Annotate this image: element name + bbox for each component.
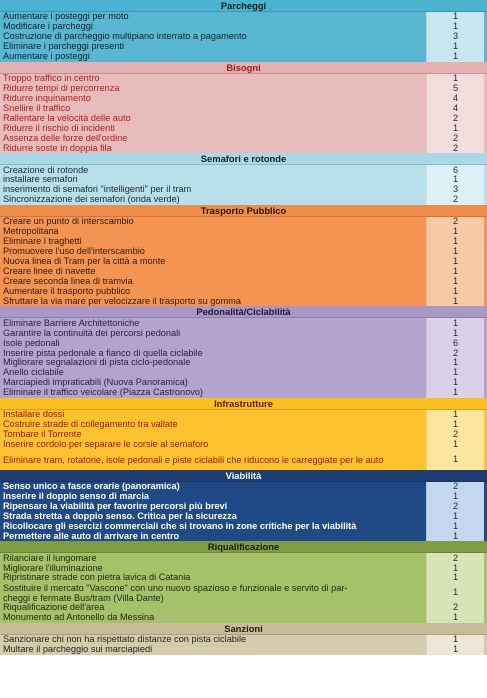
row-count: 4 xyxy=(426,104,484,114)
section-bisogni xyxy=(0,62,487,154)
row-count: 1 xyxy=(426,318,484,328)
row-text: Inserire pista pedonale a fianco di quella ciclabile xyxy=(3,348,203,358)
row-text: Ricollocare gli esercizi commerciali che si trovano in zone critiche per la viabilità xyxy=(3,521,357,531)
table-row xyxy=(0,22,487,32)
section-header: Bisogni xyxy=(0,62,487,74)
row-count: 1 xyxy=(426,277,484,287)
row-count: 1 xyxy=(426,645,484,655)
row-text: Isole pedonali xyxy=(3,338,60,348)
row-text: Ridurre inquinamento xyxy=(3,93,91,103)
row-count: 1 xyxy=(426,613,484,623)
row-text: Promuovere l'uso dell'interscambio xyxy=(3,246,145,257)
table-row xyxy=(0,645,487,655)
table-row xyxy=(0,492,487,502)
section-header: Viabilità xyxy=(0,470,487,482)
table-row xyxy=(0,84,487,94)
row-text: Aumentare i posteggi xyxy=(3,51,90,62)
table-row xyxy=(0,511,487,521)
table-row xyxy=(0,123,487,133)
row-text: Ripensare la viabilità per favorire percorsi più brevi xyxy=(3,501,228,511)
row-text: Eliminare tram, rotatorie, isole pedonali e piste ciclabili che riducono le carreggiate per le auto xyxy=(3,454,384,465)
row-count: 1 xyxy=(426,227,484,237)
row-count: 1 xyxy=(426,237,484,247)
row-text: Creare linee di navette xyxy=(3,266,96,276)
table-row xyxy=(0,521,487,531)
row-text: Eliminare i traghetti xyxy=(3,236,82,247)
row-count: 1 xyxy=(426,440,484,450)
row-count: 1 xyxy=(426,257,484,267)
row-count: 2 xyxy=(426,133,484,143)
row-count: 1 xyxy=(426,420,484,430)
section-header: Semafori e rotonde xyxy=(0,153,487,165)
table-row xyxy=(0,328,487,338)
row-count: 1 xyxy=(426,175,484,185)
table-row xyxy=(0,247,487,257)
row-text: Ridurre il rischio di incidenti xyxy=(3,123,115,133)
row-text: Inserire cordolo per separare le corsie al semaforo xyxy=(3,439,209,450)
row-text: Nuova linea di Tram per la città a monte xyxy=(3,256,166,267)
row-text: Marciapiedi impraticabili (Nuova Panoramica) xyxy=(3,378,188,388)
table-row xyxy=(0,296,487,306)
row-text: Ridurre tempi di percorrenza xyxy=(3,83,120,93)
row-text: Migliorare l'illuminazione xyxy=(3,563,103,573)
row-count: 1 xyxy=(426,378,484,388)
row-count: 2 xyxy=(426,143,484,153)
row-text: Sanzionare chi non ha rispettato distanze con pista ciclabile xyxy=(3,634,247,645)
row-count: 1 xyxy=(426,287,484,297)
row-count: 1 xyxy=(426,511,484,521)
row-text: Riqualificazione dell'area xyxy=(3,603,105,613)
row-count: 4 xyxy=(426,94,484,104)
table-row xyxy=(0,318,487,328)
table-row xyxy=(0,143,487,153)
row-count: 1 xyxy=(426,563,484,573)
table-row xyxy=(0,440,487,450)
row-count: 2 xyxy=(426,430,484,440)
table-row xyxy=(0,42,487,52)
row-text: Multare il parcheggio sui marciapiedi xyxy=(3,644,153,655)
table-row xyxy=(0,113,487,123)
row-text: Eliminare il traffico veicolare (Piazza Castronovo) xyxy=(3,387,203,398)
table-row xyxy=(0,133,487,143)
table-row xyxy=(0,358,487,368)
table-row xyxy=(0,603,487,613)
row-count: 2 xyxy=(426,348,484,358)
table-row xyxy=(0,388,487,398)
row-text: Monumento ad Antonello da Messina xyxy=(3,613,155,623)
table-row xyxy=(0,267,487,277)
row-count: 6 xyxy=(426,165,484,175)
table-row xyxy=(0,277,487,287)
row-text: inserimento di semafori "intelligenti" per il tram xyxy=(3,185,192,195)
table-row xyxy=(0,420,487,430)
row-text: Rallentare la velocità delle auto xyxy=(3,113,131,123)
section-header: Parcheggi xyxy=(0,0,487,12)
row-text: Costruire strade di collegamento tra vallate xyxy=(3,419,178,430)
row-text: Creare un punto di interscambio xyxy=(3,216,134,227)
row-text: Creare seconda linea di tramvia xyxy=(3,276,133,286)
table-row xyxy=(0,32,487,42)
table-row xyxy=(0,613,487,623)
row-text: Senso unico a fasce orarie (panoramica) xyxy=(3,481,180,491)
row-text: Garantire la continuità dei percorsi pedonali xyxy=(3,328,181,338)
row-count: 1 xyxy=(426,521,484,531)
row-count: 1 xyxy=(426,22,484,32)
row-text: Troppo traffico in centro xyxy=(3,73,100,84)
row-text: Tombare il Torrente xyxy=(3,429,82,440)
row-text: Costruzione di parcheggio multipiano interrato a pagamento xyxy=(3,31,247,42)
row-text: Modificare i parcheggi xyxy=(3,21,93,32)
table-row xyxy=(0,531,487,541)
row-count: 6 xyxy=(426,338,484,348)
row-count: 1 xyxy=(426,296,484,306)
table-row xyxy=(0,195,487,205)
row-count: 2 xyxy=(426,603,484,613)
row-count: 1 xyxy=(426,267,484,277)
table-row xyxy=(0,165,487,175)
section-semafori-e-rotonde xyxy=(0,153,487,205)
row-text: Sostituire il mercato "Vascone" con uno nuovo spazioso e funzionale e servito di par- cheggi e fermate Bus/tram (Villa Dante) xyxy=(3,583,348,604)
row-count: 1 xyxy=(426,388,484,398)
table-row xyxy=(0,237,487,247)
table-row xyxy=(0,502,487,512)
table-row xyxy=(0,74,487,84)
row-count: 1 xyxy=(426,74,484,84)
section-header: Pedonalità/Ciclabilità xyxy=(0,306,487,318)
section-pedonalit-ciclabilit xyxy=(0,306,487,398)
table-row xyxy=(0,257,487,267)
row-count: 1 xyxy=(426,247,484,257)
table-row xyxy=(0,430,487,440)
row-count: 2 xyxy=(426,502,484,512)
row-text: Sincronizzazione dei semafori (onda verde) xyxy=(3,195,180,205)
row-count: 5 xyxy=(426,84,484,94)
row-count: 1 xyxy=(426,123,484,133)
table-row xyxy=(0,378,487,388)
table-row xyxy=(0,450,487,470)
row-count: 1 xyxy=(426,328,484,338)
section-header: Riqualificazione xyxy=(0,541,487,553)
table-row xyxy=(0,338,487,348)
row-text: Rilanciare il lungomare xyxy=(3,553,97,563)
table-row xyxy=(0,227,487,237)
section-viabilit xyxy=(0,470,487,542)
row-count: 1 xyxy=(426,410,484,420)
table-row xyxy=(0,563,487,573)
row-text: Metropolitana xyxy=(3,226,59,237)
row-text: Installare dossi xyxy=(3,409,65,420)
table-row xyxy=(0,583,487,603)
table-row xyxy=(0,553,487,563)
row-count: 2 xyxy=(426,553,484,563)
row-text: Sfruttare la via mare per velocizzare il trasporto su gomma xyxy=(3,296,241,306)
row-text: Anello ciclabile xyxy=(3,368,64,378)
row-text: Assenza delle forze dell'ordine xyxy=(3,133,128,143)
row-count: 1 xyxy=(426,531,484,541)
row-count: 3 xyxy=(426,185,484,195)
row-count: 1 xyxy=(426,368,484,378)
section-infrastrutture xyxy=(0,398,487,470)
row-text: Strada stretta a doppio senso. Critica per la sicurezza xyxy=(3,511,237,521)
row-count: 1 xyxy=(426,450,484,470)
table-row xyxy=(0,348,487,358)
table-row xyxy=(0,217,487,227)
row-count: 2 xyxy=(426,217,484,227)
row-count: 1 xyxy=(426,358,484,368)
section-header: Trasporto Pubblico xyxy=(0,205,487,217)
row-text: Aumentare il trasporto pubblico xyxy=(3,286,131,296)
table-row xyxy=(0,94,487,104)
row-count: 3 xyxy=(426,32,484,42)
row-text: installare semafori xyxy=(3,175,78,185)
table-row xyxy=(0,573,487,583)
table-row xyxy=(0,12,487,22)
section-sanzioni xyxy=(0,623,487,655)
row-count: 2 xyxy=(426,482,484,492)
section-header: Infrastrutture xyxy=(0,398,487,410)
row-text: Snellire il traffico xyxy=(3,103,71,113)
table-row xyxy=(0,410,487,420)
table-row xyxy=(0,52,487,62)
table-row xyxy=(0,368,487,378)
row-text: Inserire il doppio senso di marcia xyxy=(3,491,150,501)
section-header: Sanzioni xyxy=(0,623,487,635)
row-count: 1 xyxy=(426,52,484,62)
row-text: Aumentare i posteggi per moto xyxy=(3,12,129,22)
section-parcheggi xyxy=(0,0,487,62)
row-text: Permettere alle auto di arrivare in centro xyxy=(3,531,180,541)
row-count: 2 xyxy=(426,113,484,123)
row-text: Eliminare Barriere Architettoniche xyxy=(3,318,140,328)
row-count: 2 xyxy=(426,195,484,205)
row-text: Ridurre soste in doppia fila xyxy=(3,143,112,153)
row-count: 1 xyxy=(426,573,484,583)
row-count: 1 xyxy=(426,12,484,22)
table-row xyxy=(0,287,487,297)
row-count: 1 xyxy=(426,42,484,52)
table-row xyxy=(0,175,487,185)
table-row xyxy=(0,482,487,492)
section-trasporto-pubblico xyxy=(0,205,487,306)
row-text: Ripristinare strade con pietra lavica di Catania xyxy=(3,573,191,583)
table-row xyxy=(0,185,487,195)
table-row xyxy=(0,104,487,114)
table-row xyxy=(0,635,487,645)
row-text: Eliminare i parcheggi presenti xyxy=(3,41,125,52)
row-text: Creazione di rotonde xyxy=(3,165,89,175)
row-count: 1 xyxy=(426,492,484,502)
row-count: 1 xyxy=(426,635,484,645)
section-riqualificazione xyxy=(0,541,487,623)
row-text: Migliorare segnalazioni di pista ciclo-pedonale xyxy=(3,358,191,368)
row-count: 1 xyxy=(426,583,484,603)
